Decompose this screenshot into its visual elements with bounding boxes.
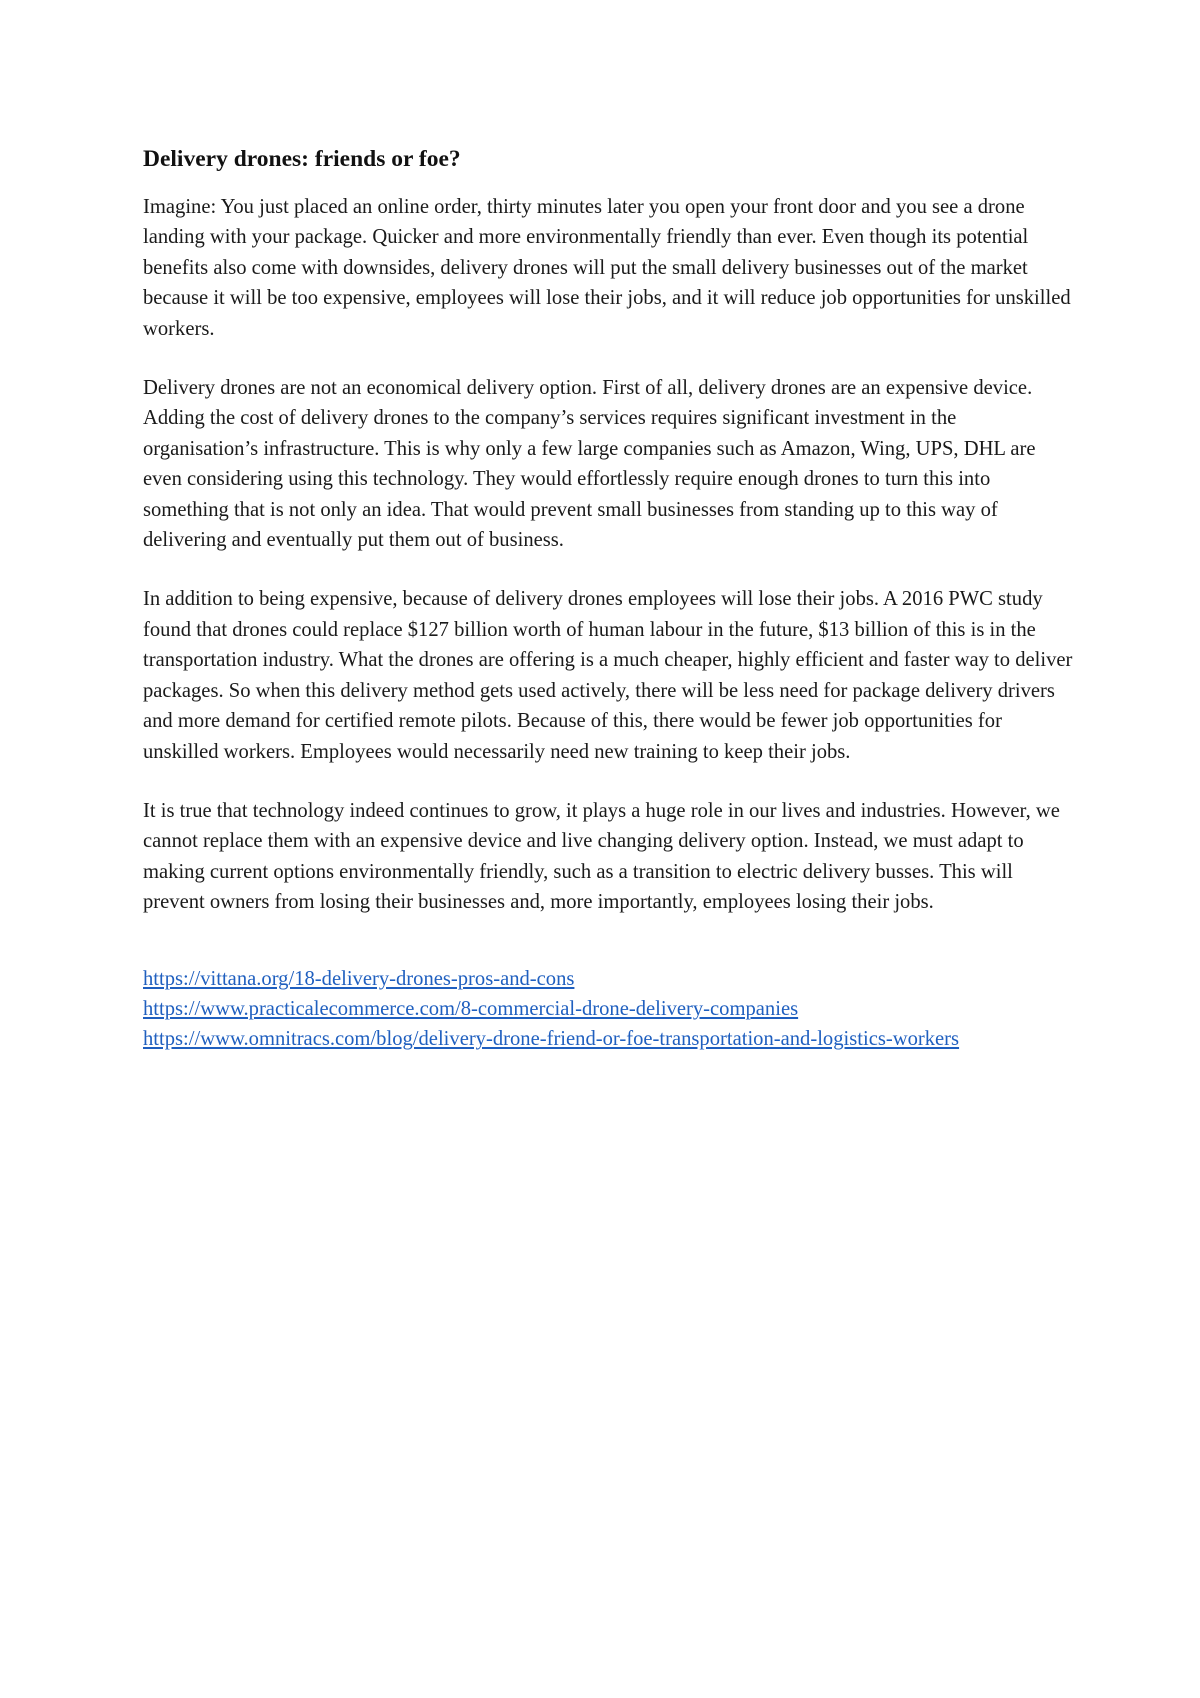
paragraph-jobs: In addition to being expensive, because of delivery drones employees will lose their jobs. A 2016 PWC study found that drones could replace $127 billion worth of human labour in the future, $13 billion of this is in the transportation industry. What the drones are offering is a much cheaper, highly efficient and faster way to deliver packages. So when this delivery method gets used actively, there will be less need for package delivery drivers and more demand for certified remote pilots. Because of this, there would be fewer job opportunities for unskilled workers. Employees would necessarily need new training to keep their jobs. bbox=[143, 588, 1073, 763]
paragraph-economics: Delivery drones are not an economical delivery option. First of all, delivery drones are an expensive device. Adding the cost of delivery drones to the company’s services requires significant investment in the organisation’s infrastructure. This is why only a few large companies such as Amazon, Wing, UPS, DHL are even considering using this technology. They would effortlessly require enough drones to turn this into something that is not only an idea. That would prevent small businesses from standing up to this way of delivering and eventually put them out of business. bbox=[143, 377, 1036, 552]
document-body bbox=[143, 144, 1073, 1055]
paragraph-conclusion: It is true that technology indeed continues to grow, it plays a huge role in our lives and industries. However, we cannot replace them with an expensive device and live changing delivery option. Instead, we must adapt to making current options environmentally friendly, such as a transition to electric delivery busses. This will prevent owners from losing their businesses and, more importantly, employees losing their jobs. bbox=[143, 799, 1060, 914]
paragraph-intro: Imagine: You just placed an online order, thirty minutes later you open your front door and you see a drone landing with your package. Quicker and more environmentally friendly than ever. Even though its potential benefits also come with downsides, delivery drones will put the small delivery businesses out of the market because it will be too expensive, employees will lose their jobs, and it will reduce job opportunities for unskilled workers. bbox=[143, 196, 1071, 340]
reference-links bbox=[143, 964, 1073, 1055]
reference-link-omnitracs[interactable]: https://www.omnitracs.com/blog/delivery-drone-friend-or-foe-transportation-and-logistics-workers bbox=[143, 1028, 960, 1051]
reference-link-vittana[interactable]: https://vittana.org/18-delivery-drones-pros-and-cons bbox=[143, 967, 575, 990]
reference-link-practicalecommerce[interactable]: https://www.practicalecommerce.com/8-commercial-drone-delivery-companies bbox=[143, 997, 799, 1020]
document-title: Delivery drones: friends or foe? bbox=[143, 146, 461, 172]
